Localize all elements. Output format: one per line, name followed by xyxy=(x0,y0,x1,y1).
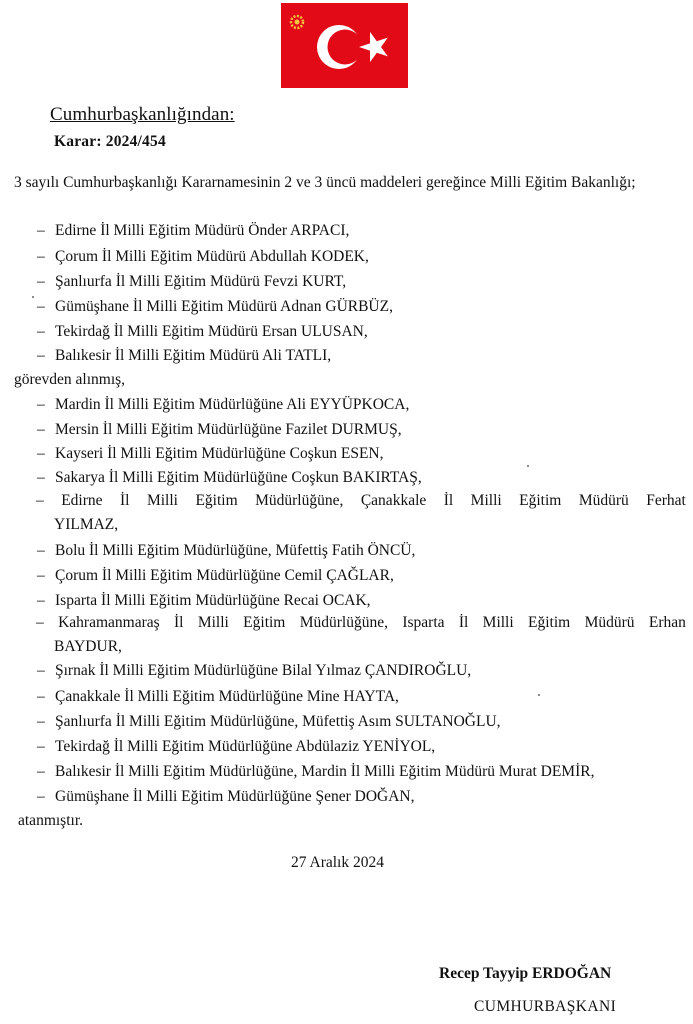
appointed-item: – Şırnak İl Milli Eğitim Müdürlüğüne Bilal Yılmaz ÇANDIROĞLU, xyxy=(37,662,472,679)
appointed-item: – Çanakkale İl Milli Eğitim Müdürlüğüne Mine HAYTA, xyxy=(37,688,399,705)
dismissed-item: – Tekirdağ İl Milli Eğitim Müdürü Ersan ULUSAN, xyxy=(37,323,368,340)
dismissed-item: – Balıkesir İl Milli Eğitim Müdürü Ali TATLI, xyxy=(37,347,332,364)
appointed-item: – Mardin İl Milli Eğitim Müdürlüğüne Ali EYYÜPKOCA, xyxy=(37,396,410,413)
appointed-item: – Kayseri İl Milli Eğitim Müdürlüğüne Coşkun ESEN, xyxy=(37,445,384,462)
appointed-item: – Balıkesir İl Milli Eğitim Müdürlüğüne, Mardin İl Milli Eğitim Müdürü Murat DEMİR, xyxy=(37,763,595,780)
dismissed-item: – Çorum İl Milli Eğitim Müdürü Abdullah KODEK, xyxy=(37,248,369,265)
decision-date: 27 Aralık 2024 xyxy=(291,854,384,871)
appointed-item: – Kahramanmaraş İl Milli Eğitim Müdürlüğüne, Isparta İl Milli Eğitim Müdürü Erhan BAYDUR, xyxy=(36,614,686,655)
decision-number: Karar: 2024/454 xyxy=(54,133,166,150)
scan-speck xyxy=(538,694,540,696)
dismissed-closing: görevden alınmış, xyxy=(14,371,126,388)
appointed-item: – Sakarya İl Milli Eğitim Müdürlüğüne Coşkun BAKIRTAŞ, xyxy=(37,469,422,486)
appointed-closing: atanmıştır. xyxy=(18,812,84,829)
intro-paragraph: 3 sayılı Cumhurbaşkanlığı Kararnamesinin 2 ve 3 üncü maddeleri gereğince Milli Eğitim Bakanlığı; xyxy=(14,174,636,191)
appointed-item: – Gümüşhane İl Milli Eğitim Müdürlüğüne Şener DOĞAN, xyxy=(37,788,415,805)
dismissed-item: – Edirne İl Milli Eğitim Müdürü Önder ARPACI, xyxy=(37,222,350,239)
scan-speck xyxy=(527,465,529,467)
appointed-item: – Edirne İl Milli Eğitim Müdürlüğüne, Çanakkale İl Milli Eğitim Müdürü Ferhat YILMAZ, xyxy=(36,492,686,533)
signatory-title: CUMHURBAŞKANI xyxy=(474,998,617,1015)
appointed-item: – Şanlıurfa İl Milli Eğitim Müdürlüğüne, Müfettiş Asım SULTANOĞLU, xyxy=(37,713,501,730)
signatory-name: Recep Tayyip ERDOĞAN xyxy=(439,965,612,982)
dismissed-item: – Gümüşhane İl Milli Eğitim Müdürü Adnan GÜRBÜZ, xyxy=(37,298,393,315)
appointed-item: – Isparta İl Milli Eğitim Müdürlüğüne Recai OCAK, xyxy=(37,592,371,609)
appointed-item: – Bolu İl Milli Eğitim Müdürlüğüne, Müfettiş Fatih ÖNCÜ, xyxy=(37,542,416,559)
dismissed-item: – Şanlıurfa İl Milli Eğitim Müdürü Fevzi KURT, xyxy=(37,273,347,290)
issuing-authority-heading: Cumhurbaşkanlığından: xyxy=(50,104,235,125)
appointed-item: – Çorum İl Milli Eğitim Müdürlüğüne Cemil ÇAĞLAR, xyxy=(37,567,394,584)
turkish-flag-icon xyxy=(281,3,408,88)
appointed-item: – Tekirdağ İl Milli Eğitim Müdürlüğüne Abdülaziz YENİYOL, xyxy=(37,738,436,755)
scan-speck xyxy=(32,296,34,298)
appointed-item: – Mersin İl Milli Eğitim Müdürlüğüne Fazilet DURMUŞ, xyxy=(37,421,402,438)
